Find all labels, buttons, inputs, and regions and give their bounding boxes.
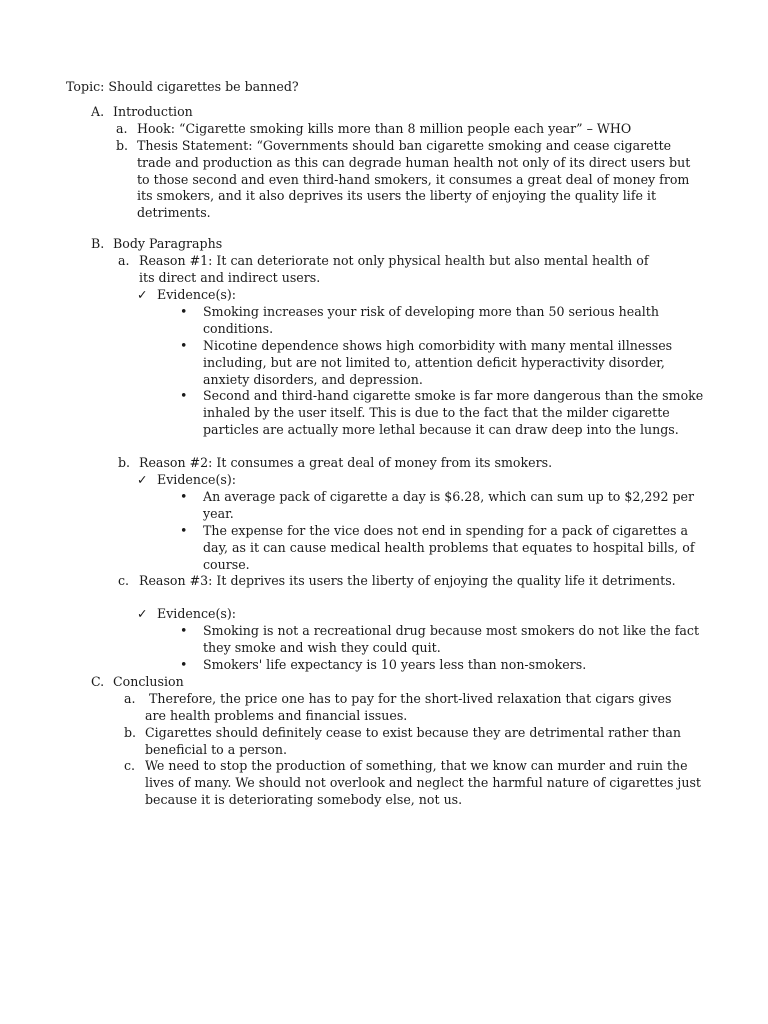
section-introduction-heading (91, 104, 193, 121)
checkmark-icon: ✓ (137, 606, 148, 621)
evidence-label-2: ✓ Evidence(s): (137, 472, 236, 487)
section-body-heading (91, 236, 222, 253)
section-label: C. (91, 674, 105, 689)
section-label: B. (91, 236, 105, 251)
bullet-icon: • (180, 388, 188, 403)
evidence-label-3: ✓ Evidence(s): (137, 606, 236, 621)
section-conclusion-heading (91, 674, 184, 691)
topic-heading: Topic: Should cigarettes be banned? (66, 79, 299, 94)
section-title: Body Paragraphs (113, 236, 223, 251)
section-title: Introduction (113, 104, 193, 119)
document-page: Topic: Should cigarettes be banned? A. Introduction a. Hook: “Cigarette smoking kills more than 8 million people each year” – WHO b. Thesis Statement: “Governments should ban cigarette smoking and cease cigarette trade and production as this can degrade human health not only of its direct users but to those second and even third-hand smokers, it consumes a great deal of money from its smokers, and it also deprives its users the liberty of enjoying the quality life it detriments. B. Body Paragraphs a. Reason #1: It can deteriorate not only physical health but also mental health of its direct and indirect users. ✓ Evidence(s): • Smoking increases your risk of developing more than 50 serious health conditions. • Nicotine dependence shows high comorbidity with many mental illnesses including, but are not limited to, attention deficit hyperactivity disorder, anxiety disorders, and depression. • Second and third-hand cigarette smoke is far more dangerous than the smoke inhaled by the user itself. This is due to the fact that the milder cigarette particles are actually more lethal because it can draw deep into the lungs. b. Reason #2: It consumes a great deal of money from its smokers. ✓ Evidence(s): • An average pack of cigarette a day is $6.28, which can sum up to $2,292 per year. • The expense for the vice does not end in spending for a pack of cigarettes a day, as it can cause medical health problems that equates to hospital bills, of course. c. Reason #3: It deprives its users the liberty of enjoying the quality life it detriments. ✓ Evidence(s): • Smoking is not a recreational drug because most smokers do not like the fact they smoke and wish they could quit. • Smokers' life expectancy is 10 years less than non-smokers. C. Conclusion a. Therefore, the price one has to pay for the short-lived relaxation that cigars gives are health problems and financial issues. b. Cigarettes should definitely cease to exist because they are detrimental rather than beneficial to a person. c. We need to stop the production of something, that we know can murder and ruin the lives of many. We should not overlook and neglect the harmful nature of cigarettes just because it is deteriorating somebody else, not us. (66, 79, 704, 807)
checkmark-icon: ✓ (137, 287, 148, 302)
section-title: Conclusion (113, 674, 184, 689)
bullet-icon: • (180, 657, 188, 672)
section-label: A. (91, 104, 105, 119)
bullet-icon: • (180, 338, 188, 353)
bullet-icon: • (180, 523, 188, 538)
bullet-icon: • (180, 304, 188, 319)
evidence-label-1: ✓ Evidence(s): (137, 287, 236, 302)
bullet-icon: • (180, 489, 188, 504)
bullet-icon: • (180, 623, 188, 638)
checkmark-icon: ✓ (137, 472, 148, 487)
